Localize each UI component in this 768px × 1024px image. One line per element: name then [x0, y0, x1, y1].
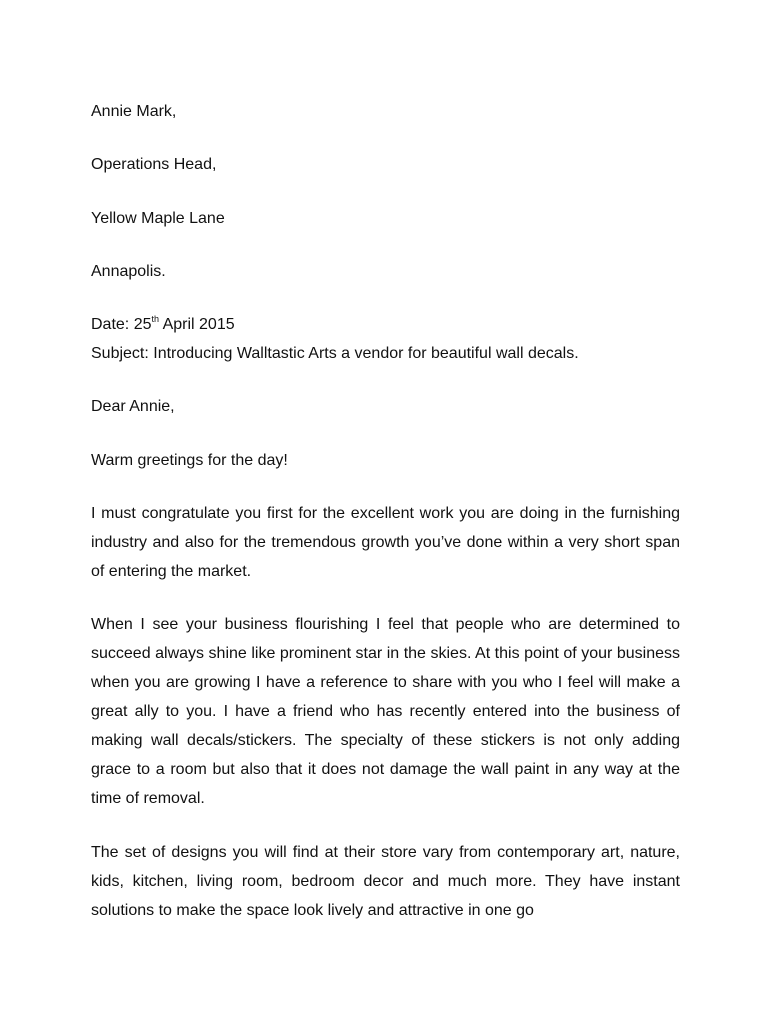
date-rest: April 2015: [159, 316, 235, 333]
letter-page: [91, 0, 680, 1024]
paragraph-1: I must congratulate you first for the excellent work you are doing in the furnishing industry and also for the tremendous growth you’ve done within a very short span of entering the market.: [91, 505, 680, 580]
letter-subject: Subject: Introducing Walltastic Arts a vendor for beautiful wall decals.: [91, 345, 579, 362]
paragraph-3: The set of designs you will find at their store vary from contemporary art, nature, kids, kitchen, living room, bedroom decor and much more. They have instant solutions to make the space look lively and attractive in one go: [91, 844, 680, 919]
recipient-city: Annapolis.: [91, 263, 166, 280]
recipient-title: Operations Head,: [91, 156, 217, 173]
date-suffix: th: [151, 314, 159, 324]
paragraph-2: When I see your business flourishing I feel that people who are determined to succeed always shine like prominent star in the skies. At this point of your business when you are growing I have a reference to share with you who I feel will make a great ally to you. I have a friend who has recently entered into the business of making wall decals/stickers. The specialty of these stickers is not only adding grace to a room but also that it does not damage the wall paint in any way at the time of removal.: [91, 616, 680, 807]
date-day: 25: [133, 316, 152, 333]
recipient-street: Yellow Maple Lane: [91, 210, 225, 227]
date-label: Date:: [91, 316, 134, 333]
greeting: Warm greetings for the day!: [91, 452, 288, 469]
letter-date: [91, 315, 235, 335]
recipient-name: Annie Mark,: [91, 103, 177, 120]
salutation: Dear Annie,: [91, 398, 175, 415]
